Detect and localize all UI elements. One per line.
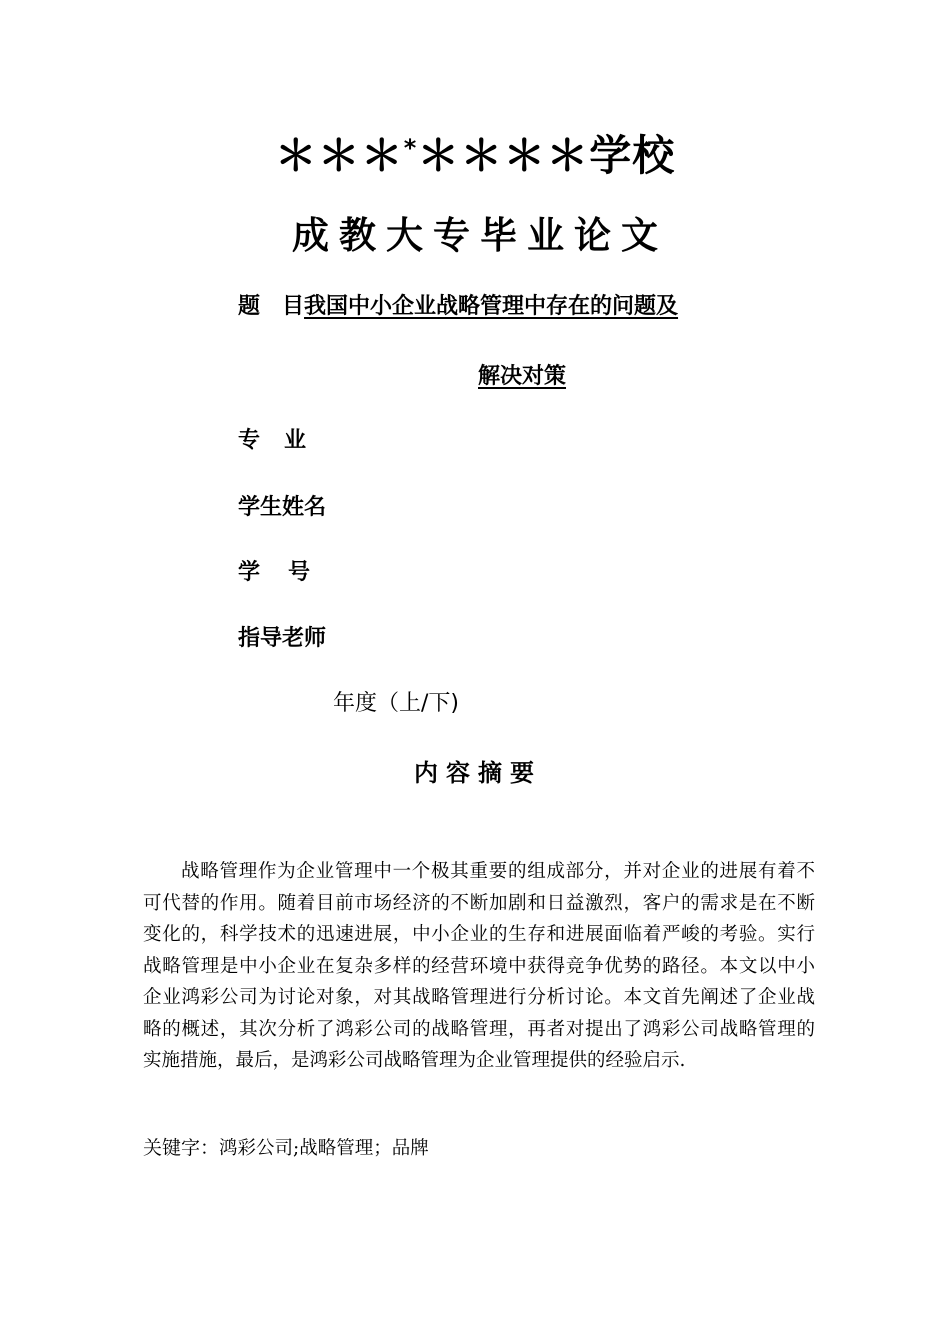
major-field bbox=[238, 426, 306, 456]
keywords-label: 关键字： bbox=[143, 1137, 220, 1159]
student-no-label-char1: 学 bbox=[238, 560, 261, 585]
student-no-label-char2: 号 bbox=[288, 560, 311, 585]
abstract-body bbox=[143, 856, 815, 1077]
abstract-line: 可代替的作用。随着目前市场经济的不断加剧和日益激烈，客户的需求是在不断 bbox=[143, 892, 815, 914]
abstract-line: 战略管理作为企业管理中一个极其重要的组成部分，并对企业的进展有着不 bbox=[181, 861, 815, 882]
school-name-small-star: * bbox=[403, 134, 418, 162]
school-name bbox=[0, 118, 950, 186]
thesis-title-line1: 我国中小企业战略管理中存在的问题及 bbox=[304, 294, 679, 319]
advisor-label: 指导老师 bbox=[238, 626, 327, 651]
major-label-char1: 专 bbox=[238, 428, 261, 453]
abstract-line: 略的概述，其次分析了鸿彩公司的战略管理，再者对提出了鸿彩公司战略管理的 bbox=[143, 1018, 815, 1040]
abstract-heading: 内容摘要 bbox=[414, 759, 542, 787]
student-number-field bbox=[238, 558, 310, 588]
abstract-line: 战略管理是中小企业在复杂多样的经营环境中获得竞争优势的路径。本文以中小 bbox=[143, 955, 815, 977]
abstract-line: 企业鸿彩公司为讨论对象，对其战略管理进行分析讨论。本文首先阐述了企业战 bbox=[143, 987, 815, 1008]
title-label-char2: 目 bbox=[282, 294, 305, 319]
thesis-title-line2: 解决对策 bbox=[478, 364, 567, 389]
title-label-char1: 题 bbox=[238, 294, 261, 319]
academic-year: 年度（上/下) bbox=[333, 691, 459, 716]
student-name-label: 学生姓名 bbox=[238, 495, 327, 520]
abstract-line: 变化的，科学技术的迅速进展，中小企业的生存和进展面临着严峻的考验。实行 bbox=[143, 924, 815, 945]
thesis-title-row bbox=[238, 292, 678, 322]
keywords-value: 鸿彩公司;战略管理；品牌 bbox=[219, 1138, 429, 1159]
keywords bbox=[143, 1133, 429, 1164]
abstract-line: 实施措施，最后，是鸿彩公司战略管理为企业管理提供的经验启示. bbox=[143, 1050, 686, 1071]
school-name-part1: ＊＊＊ bbox=[274, 131, 404, 180]
school-name-part2: ＊＊＊＊学校 bbox=[417, 131, 676, 180]
document-subtitle: 成教大专毕业论文 bbox=[292, 214, 668, 257]
major-label-char2: 业 bbox=[284, 428, 307, 453]
